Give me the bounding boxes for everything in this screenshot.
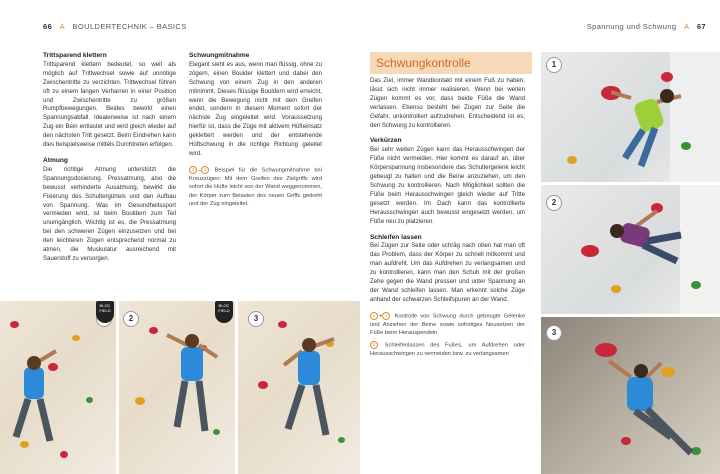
photo-number-badge: 3 <box>546 325 562 341</box>
climbing-hold <box>595 343 617 357</box>
heading-schwungmitnahme: Schwungmitnahme <box>189 52 250 59</box>
paragraph-intro: Das Ziel, immer Wandkontakt mit einem Fuß zu haben, lässt sich nicht immer realisieren. Wenn bei weiten Zügen kommt es vor, dass beide Füße die Wand verlassen. Ebenso besteht bei Zügen zur Seite die Gefahr, unkontrolliert aufzudrehen. Entscheidend ist es, den Schwung zu kontrollieren. <box>370 77 525 129</box>
caption-number: 1 <box>189 166 197 174</box>
photo-sequence-2 <box>119 301 235 474</box>
heading-verkuerzen: Verkürzen <box>370 137 402 145</box>
climbing-hold <box>278 321 287 328</box>
photo-number-badge: 2 <box>123 311 139 327</box>
photo-number-badge: 3 <box>248 311 264 327</box>
left-accent-glyph: A <box>59 22 66 31</box>
climber-figure <box>611 82 701 172</box>
climber-figure <box>159 327 223 447</box>
climbing-hold <box>611 285 621 293</box>
section-title-schwungkontrolle: Schwungkontrolle <box>370 52 532 74</box>
caption-schwungmitnahme: 1 – 3 Beispiel für die Schwungmitnahme bei Kreuzzügen: Mit dem Greifen des Zielgriffs wird sofort die Hüfte leicht von der Wand weggenommen, der Körper zum Belasten des neuen Griffs gedreht und der Zug eingeleitet. <box>189 166 322 207</box>
climbing-hold <box>661 72 673 82</box>
paragraph-schwungmitnahme: Elegant sieht es aus, wenn man flüssig, ohne zu zögern, einen Boulder klettert und dabei den Schwung von einem Zug in den anderen mitnimmt. Dieses flüssige Bouldern wird erreicht, wenn die Bewegung nicht mit dem Greifen endet, sondern in diesem Moment sofort der nächste Zug eingeleitet wird. Voraussetzung hierfür ist, dass die Züge mit aktivem Hüfteinsatz geklettert werden und der entstehende Hüftschwung in die richtige Richtung geleitet wird. <box>189 60 322 157</box>
heading-trittsparend: Trittsparend klettern <box>43 52 107 59</box>
paragraph-verkuerzen: Bei sehr weiten Zügen kann das Herausschwingen der Füße nicht vermeiden. Hier kommt es darauf an, über Körperspannung insbesondere das Schultergelenk leicht gebeugt zu halten und die Beine anzuziehen, um den Schwung zu kontrollieren. Nach Möglichkeit sollten die Füße beim Herausschwingen gleich wieder auf Tritte gesetzt werden. Im Dach kann das kontrollierte Herausschwingen auch bewusst eingesetzt werden, um Füße neu zu platzieren. <box>370 146 525 225</box>
climber-figure <box>6 349 66 459</box>
climbing-hold <box>258 381 268 389</box>
paragraph-atmung: Die richtige Atmung unterstützt die Spannungsdosierung. Pressatmung, also die bewusst verhinderte Ausatmung, bewirkt die Fixierung des Schultergürtels und den Aufbau von Spannung. Was im Gesundheitssport vermieden wird, ist beim Bouldern zum Teil unumgänglich. Wichtig ist es, die Pressatmung bei den schweren Zügen einzusetzen und bei den leichteren Zügen entsprechend normal zu atmen, die Muskulatur ausreichend mit Sauerstoff zu versorgen. <box>43 165 176 262</box>
caption-number: 1 <box>370 312 378 320</box>
caption-number: 2 <box>382 312 390 320</box>
left-column-1 <box>43 52 176 271</box>
photo-schwungkontrolle-2 <box>541 185 720 314</box>
climbing-hold <box>135 397 145 405</box>
heading-atmung: Atmung <box>43 156 68 164</box>
caption-number: 3 <box>370 341 378 349</box>
climber-figure <box>601 357 711 467</box>
photo-sequence-1 <box>0 301 116 474</box>
bloc-field-logo: BLOC FIELD <box>96 301 114 323</box>
left-running-head <box>43 22 187 31</box>
caption-number: 3 <box>201 166 209 174</box>
caption-text: Kontrolle von Schwung durch gebeugte Gelenke und Anziehen der Beine sowie sofortiges Neusetzen der Füße beim Herauspendeln <box>370 313 525 337</box>
right-page-number: 67 <box>696 22 706 31</box>
caption-text: Schleifenlassen des Fußes, um Aufdrehen oder Herausschwingen zu vermeiden bzw. zu verlangsamen <box>370 342 525 358</box>
climber-figure <box>274 331 344 451</box>
climbing-hold <box>10 321 19 328</box>
paragraph-schleifen-lassen: Bei Zügen zur Seite oder schräg nach oben hat man oft das Problem, dass der Körper zu schnell mitkommt und man aufdreht. Um das Aufdrehen zu verlangsamen und zu kontrollieren, kann man den Schuh mit der großen Zehe gegen die Wand pressen und unter Spannung an der Wand schleifen lassen. Man erkennt solche Züge anhand der schwarzen Schleifspuren an der Wand. <box>370 242 525 303</box>
right-running-head <box>587 22 706 31</box>
right-text-column <box>370 77 525 359</box>
climbing-hold <box>149 327 158 334</box>
caption-text: Beispiel für die Schwungmitnahme bei Kreuzzügen: Mit dem Greifen des Zielgriffs wird sofort die Hüfte leicht von der Wand weggenommen, der Körper zum Belasten des neuen Griffs gedreht und der Zug eingeleitet. <box>189 167 322 207</box>
photo-sequence-3 <box>238 301 360 474</box>
paragraph-trittsparend: Trittsparend klettern bedeutet, so weit als möglich auf Trittwechsel sowie auf unnötige Zwischentritte zu verzichten. Trittwechsel führen oft zu einem langen Verharren in einer Position und Zwischentritte zu größen Rumpfbewegungen. Beides bewirkt einen Spannungsabfall. Idealerweise ist nach einem Zug ein Bein entlastet und wird gleich wieder auf den nächsten Tritt gesetzt. Beim Eindrehen kann dies beispielsweise mittels Durchtreten erfolgen. <box>43 60 176 149</box>
bloc-field-logo: BLOC FIELD <box>215 301 233 323</box>
left-page-number: 66 <box>43 22 53 31</box>
heading-schleifen-lassen: Schleifen lassen <box>370 233 422 241</box>
caption-schwungkontrolle-2 <box>370 341 525 358</box>
climbing-hold <box>86 397 93 403</box>
photo-number-badge: 1 <box>546 57 562 73</box>
right-section-label: Spannung und Schwung <box>586 22 677 31</box>
photo-schwungkontrolle-3 <box>541 317 720 474</box>
caption-schwungkontrolle-1: 1 + 2 Kontrolle von Schwung durch gebeugte Gelenke und Anziehen der Beine sowie sofortiges Neusetzen der Füße beim Herauspendeln <box>370 312 525 337</box>
climber-figure <box>581 205 701 285</box>
right-accent-glyph: A <box>683 22 690 31</box>
photo-number-badge: 2 <box>546 195 562 211</box>
climbing-hold <box>567 156 577 164</box>
left-section-label: BOULDERTECHNIK – BASICS <box>72 22 187 31</box>
left-column-2 <box>189 52 322 208</box>
climbing-hold <box>72 335 80 341</box>
photo-schwungkontrolle-1 <box>541 52 720 182</box>
